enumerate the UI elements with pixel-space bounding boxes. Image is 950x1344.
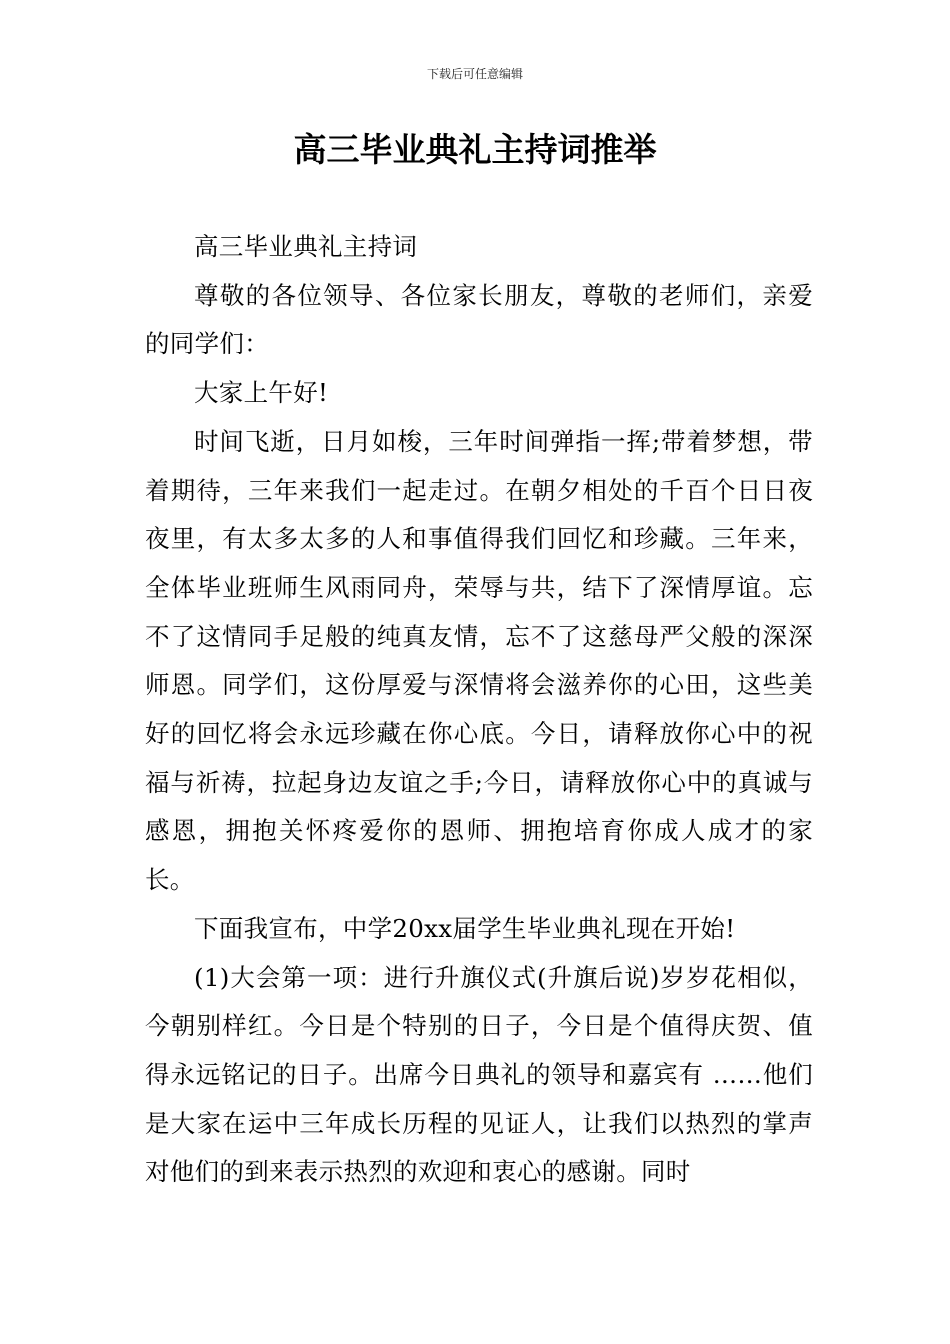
paragraph-opening: 时间飞逝，日月如梭，三年时间弹指一挥;带着梦想，带着期待，三年来我们一起走过。在朝夕相处的千百个日日夜夜里，有太多太多的人和事值得我们回忆和珍藏。三年来，全体毕业班师生风雨同舟，荣辱与共，结下了深情厚谊。忘不了这情同手足般的纯真友情，忘不了这慈母严父般的深深师恩。同学们，这份厚爱与深情将会滋养你的心田，这些美好的回忆将会永远珍藏在你心底。今日，请释放你心中的祝福与祈祷，拉起身边友谊之手;今日，请释放你心中的真诚与感恩，拥抱关怀疼爱你的恩师、拥抱培育你成人成才的家长。	[145, 426, 813, 895]
paragraph-item-one: (1)大会第一项：进行升旗仪式(升旗后说)岁岁花相似，今朝别样红。今日是个特别的日子，今日是个值得庆贺、值得永远铭记的日子。出席今日典礼的领导和嘉宾有 ……他们是大家在运中三年成长历程的见证人，让我们以热烈的掌声对他们的到来表示热烈的欢迎和衷心的感谢。同时	[145, 962, 813, 1187]
header-note: 下载后可任意编辑	[426, 67, 523, 81]
paragraph-greeting: 大家上午好!	[194, 378, 329, 408]
paragraph-announcement: 下面我宣布，中学20xx届学生毕业典礼现在开始!	[194, 913, 736, 943]
paragraph-subtitle: 高三毕业典礼主持词	[194, 232, 418, 261]
document-body	[145, 223, 813, 1197]
paragraph-salutation: 尊敬的各位领导、各位家长朋友，尊敬的老师们，亲爱的同学们：	[145, 280, 813, 359]
document-title: 高三毕业典礼主持词推举	[293, 130, 657, 169]
